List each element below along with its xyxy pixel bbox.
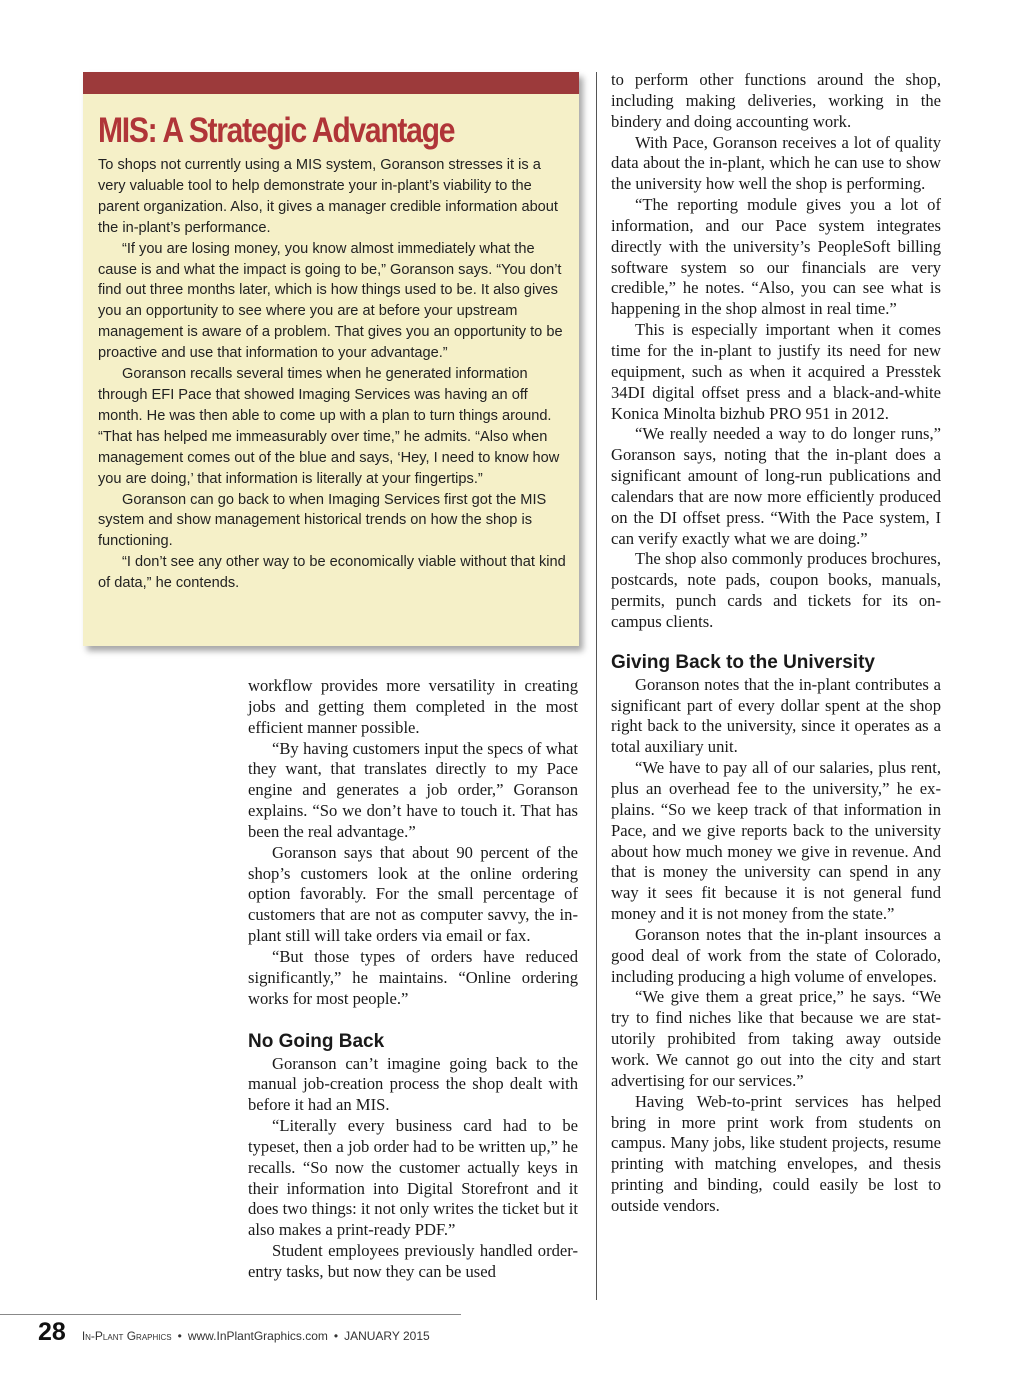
body-paragraph: Goranson says that about 90 percent of the shop’s customers look at the online ordering option favorably. For the small percentage of customers that are not as computer savvy, the in-plant still will take orders via email or fax. [248, 842, 578, 946]
section-heading-giving-back: Giving Back to the University [611, 651, 875, 673]
body-paragraph: Goranson notes that the in-plant insources a good deal of work from the state of Colorado, including producing a high volume of envelopes. [611, 924, 941, 986]
page-number: 28 [38, 1318, 66, 1346]
magazine-name: In-Plant Graphics [81, 1329, 172, 1343]
body-paragraph: “By having customers input the specs of what they want, that translates directly to my Pace engine and generates a job order,” Goranson explains. “So we don’t have to touch it. That has been the real advantage.” [248, 738, 578, 841]
sidebar-paragraph: To shops not currently using a MIS system, Goranson stresses it is a very valuable tool to help demonstrate your in-plant’s viability to the parent organization. Also, it gives a manager credible information about the in-plant’s performance. [98, 157, 558, 236]
sidebar-paragraph: “If you are losing money, you know almost immediately what the cause is and what the impact is going to be,” Goranson says. “You don’t find out three months later, which is how things used to be. It also gives you an opportunity to see where you are at before your upstream management is aware of a problem. That gives you an opportunity to be proactive and use that information to your advantage.” [98, 240, 563, 362]
body-paragraph: This is especially important when it comes time for the in-plant to justify its need for new equipment, such as when it acquired a Presstek 34DI digital offset press and a black-and-white Konica Minolta bizhub PRO 951 in 2012. [611, 320, 941, 423]
website-text: www.InPlantGraphics.com [187, 1329, 328, 1343]
body-paragraph: Having Web-to-print services has helped bring in more print work from students on campus. Many jobs, like student projects, resume printing with matching envelopes, and thesis printing and binding, could easily be lost to outside vendors. [611, 1091, 941, 1215]
body-paragraph: Goranson notes that the in-plant contributes a significant part of every dollar spent at the shop right back to the university, since it operates as a total auxiliary unit. [611, 674, 941, 757]
sidebar-box [83, 72, 579, 646]
footer-bullet: • [177, 1329, 182, 1343]
body-paragraph: “Literally every business card had to be typeset, then a job order had to be written up,” he recalls. “So now the customer actually keys in their information into Digital Storefront and it does two things: it not only writes the ticket but it also makes a print-ready PDF.” [248, 1116, 579, 1240]
body-paragraph: workflow provides more versatility in creating jobs and getting them completed in the most efficient manner possible. [248, 676, 578, 737]
sidebar-paragraph: “I don’t see any other way to be economically viable without that kind of data,” he contends. [98, 554, 566, 592]
section-heading-no-going-back: No Going Back [248, 1030, 385, 1052]
page-footer [38, 1318, 430, 1347]
middle-column [248, 676, 578, 1283]
sidebar-header-bar [83, 72, 579, 94]
body-paragraph: “We really needed a way to do longer runs,” Goranson says, noting that the in-plant does a significant amount of long-run publications and calendars that are now more efficiently produced on the DI offset press. “With the Pace system, I can verify exactly what we are doing.” [611, 424, 941, 548]
body-paragraph: “We have to pay all of our salaries, plus rent, plus an overhead fee to the university,” he explains. “So we keep track of that information in Pace, and we give reports back to the university about how much money we give in revenue. And that is money the university can spend in any way it sees fit because it is not general fund money and it is not money from the state.” [611, 758, 941, 924]
sidebar-paragraph: Goranson recalls several times when he generated information through EFI Pace that showed Imaging Services was having an off month. He was then able to come up with a plan to turn things around. “That has helped me immeasurably over time,” he admits. “Also when management comes out of the blue and says, ‘Hey, I need to know how you are doing,’ that information is literally at your fingertips.” [98, 366, 560, 487]
issue-date: JANUARY 2015 [344, 1329, 430, 1343]
body-paragraph: Student employees previously handled order-entry tasks, but now they can be used [248, 1241, 578, 1281]
body-paragraph: to perform other functions around the shop, including making deliveries, working in the bindery and doing accounting work. [611, 70, 941, 131]
sidebar-title: MIS: A Strategic Advantage [98, 111, 455, 150]
column-divider [596, 72, 597, 1300]
footer-rule [0, 1314, 461, 1315]
sidebar-paragraph: Goranson can go back to when Imaging Services first got the MIS system and show management historical trends on how the shop is functioning. [98, 491, 547, 550]
body-paragraph: “We give them a great price,” he says. “We try to find niches like that because we are statutorily prohibited from taking away outside work. We cannot go out into the city and start advertising for our services.” [611, 987, 941, 1090]
body-paragraph: With Pace, Goranson receives a lot of quality data about the in-plant, which he can use to show the university how well the shop is performing. [611, 132, 941, 194]
right-column [611, 70, 941, 1217]
sidebar-body [98, 155, 566, 594]
footer-bullet: • [333, 1329, 339, 1343]
body-paragraph: “But those types of orders have reduced significantly,” he maintains. “Online ordering works for most people.” [248, 946, 578, 1008]
body-paragraph: “The reporting module gives you a lot of information, and our Pace system integrates directly with the university’s PeopleSoft billing software system so our financials are very credible,” he notes. “Also, you can see what is happening in the shop almost in real time.” [611, 195, 941, 319]
body-paragraph: Goranson can’t imagine going back to the manual job-creation process the shop dealt with before it had an MIS. [248, 1053, 578, 1115]
body-paragraph: The shop also commonly produces brochures, postcards, note pads, coupon books, manuals, permits, punch cards and tickets for its on-campus clients. [611, 549, 941, 631]
